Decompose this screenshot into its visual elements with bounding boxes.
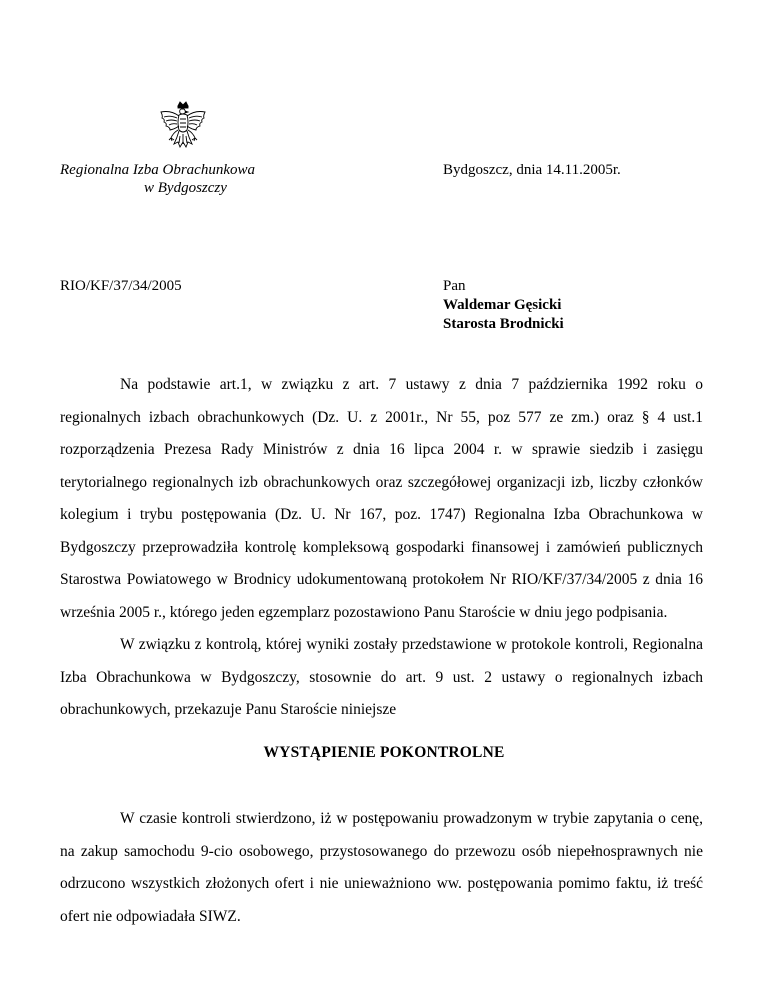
recipient-title: Starosta Brodnicki [443, 316, 564, 332]
polish-eagle-emblem-icon [157, 100, 209, 156]
recipient-name: Waldemar Gęsicki [443, 297, 562, 313]
section-heading: WYSTĄPIENIE POKONTROLNE [263, 744, 505, 761]
paragraph-legal-basis: Na podstawie art.1, w związku z art. 7 ustawy z dnia 7 października 1992 roku o regionalnych izbach obrachunkowych (Dz. U. z 2001r., Nr 55, poz 577 ze zm.) oraz § 4 ust.1 rozporządzenia Prezesa Rady Ministrów z dnia 16 lipca 2004 r. w sprawie siedzib i zasięgu terytorialnego regionalnych izb obrachunkowych oraz szczegółowej organizacji izb, liczby członków kolegium i trybu postępowania (Dz. U. Nr 167, poz. 1747) Regionalna Izba Obrachunkowa w Bydgoszczy przeprowadziła kontrolę kompleksową gospodarki finansowej i zamówień publicznych Starostwa Powiatowego w Brodnicy udokumentowaną protokołem Nr RIO/KF/37/34/2005 z dnia 16 września 2005 r., którego jeden egzemplarz pozostawiono Panu Staroście w dniu jego podpisania. [60, 376, 703, 621]
paragraph-finding-1: W czasie kontroli stwierdzono, iż w postępowaniu prowadzonym w trybie zapytania o cenę, na zakup samochodu 9-cio osobowego, przystosowanego do przewozu osób niepełnosprawnych nie odrzucono wszystkich złożonych ofert i nie unieważniono ww. postępowania pomimo faktu, iż treść ofert nie odpowiadała SIWZ. [60, 810, 703, 925]
reference-number: RIO/KF/37/34/2005 [60, 278, 182, 294]
institution-name [60, 161, 255, 197]
recipient-block [443, 277, 564, 334]
recipient-salutation: Pan [443, 278, 466, 294]
institution-name-line1: Regionalna Izba Obrachunkowa [60, 162, 255, 178]
place-and-date: Bydgoszcz, dnia 14.11.2005r. [443, 162, 621, 178]
institution-name-line2: w Bydgoszczy [144, 180, 227, 196]
paragraph-inspection-notice: W związku z kontrolą, której wyniki zostały przedstawione w protokole kontroli, Regionalna Izba Obrachunkowa w Bydgoszczy, stosownie do art. 9 ust. 2 ustawy o regionalnych izbach obrachunkowych, przekazuje Panu Staroście niniejsze [60, 636, 703, 718]
